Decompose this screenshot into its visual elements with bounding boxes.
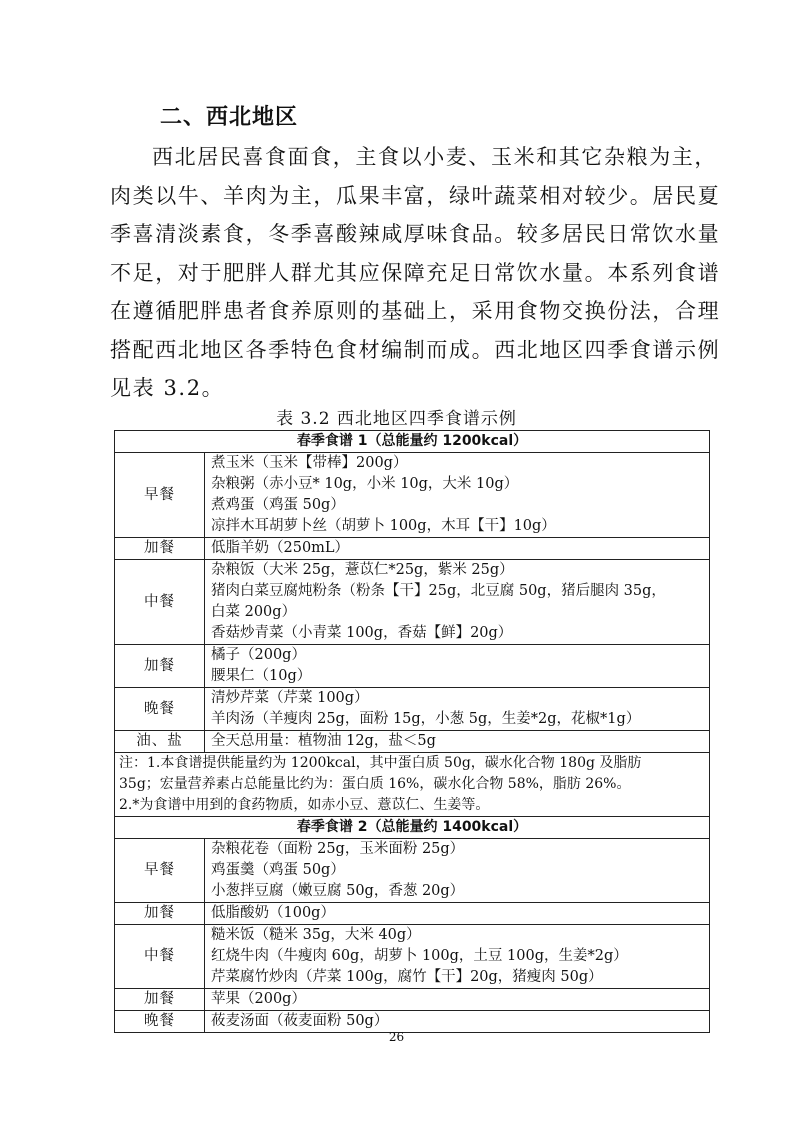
table-row bbox=[115, 817, 710, 839]
note-line: 35g；宏量营养素占总能量比约为：蛋白质 16%，碳水化合物 58%，脂肪 26%。 bbox=[119, 776, 631, 792]
food-item: 杂粮粥（赤小豆* 10g，小米 10g，大米 10g） bbox=[211, 476, 519, 492]
food-item: 苹果（200g） bbox=[211, 991, 306, 1007]
meal-label: 中餐 bbox=[115, 560, 205, 645]
meal-items bbox=[205, 839, 710, 903]
menu-title: 春季食谱 1（总能量约 1200kcal） bbox=[115, 431, 710, 453]
meal-label: 晚餐 bbox=[115, 1011, 205, 1033]
table-row bbox=[115, 453, 710, 538]
menu-notes bbox=[115, 753, 710, 817]
food-item: 糙米饭（糙米 35g，大米 40g） bbox=[211, 927, 421, 943]
meal-items bbox=[205, 560, 710, 645]
paragraph-line: 在遵循肥胖患者食养原则的基础上，采用食物交换份法，合理 bbox=[110, 299, 721, 323]
food-item: 鸡蛋羹（鸡蛋 50g） bbox=[211, 862, 345, 878]
table-row bbox=[115, 731, 710, 753]
food-item: 白菜 200g） bbox=[211, 604, 297, 620]
meal-items bbox=[205, 453, 710, 538]
table-row bbox=[115, 903, 710, 925]
table-row bbox=[115, 560, 710, 645]
food-item: 杂粮饭（大米 25g，薏苡仁*25g，紫米 25g） bbox=[211, 562, 514, 578]
food-item: 香菇炒青菜（小青菜 100g，香菇【鲜】20g） bbox=[211, 625, 513, 641]
page-number: 26 bbox=[388, 1030, 405, 1044]
food-item: 全天总用量：植物油 12g，盐＜5g bbox=[211, 733, 436, 749]
meal-label: 晚餐 bbox=[115, 688, 205, 731]
food-item: 杂粮花卷（面粉 25g，玉米面粉 25g） bbox=[211, 841, 465, 857]
food-item: 羊肉汤（羊瘦肉 25g，面粉 15g，小葱 5g，生姜*2g，花椒*1g） bbox=[211, 711, 641, 727]
food-item: 煮玉米（玉米【带棒】200g） bbox=[211, 455, 408, 471]
meal-label: 加餐 bbox=[115, 989, 205, 1011]
food-item: 莜麦汤面（莜麦面粉 50g） bbox=[211, 1013, 389, 1029]
food-item: 红烧牛肉（牛瘦肉 60g，胡萝卜 100g，土豆 100g，生姜*2g） bbox=[211, 948, 628, 964]
food-item: 低脂酸奶（100g） bbox=[211, 905, 335, 921]
paragraph-line: 不足，对于肥胖人群尤其应保障充足日常饮水量。本系列食谱 bbox=[110, 260, 721, 285]
paragraph-line: 肉类以牛、羊肉为主，瓜果丰富，绿叶蔬菜相对较少。居民夏 bbox=[110, 183, 721, 208]
note-line: 2.*为食谱中用到的食药物质，如赤小豆、薏苡仁、生姜等。 bbox=[119, 797, 490, 813]
meal-items bbox=[205, 989, 710, 1011]
meal-items bbox=[205, 645, 710, 688]
menu-title: 春季食谱 2（总能量约 1400kcal） bbox=[115, 817, 710, 839]
meal-items bbox=[205, 925, 710, 989]
meal-items bbox=[205, 538, 710, 560]
intro-paragraph bbox=[110, 138, 721, 408]
paragraph-line: 搭配西北地区各季特色食材编制而成。西北地区四季食谱示例 bbox=[110, 337, 721, 362]
meal-label: 早餐 bbox=[115, 839, 205, 903]
table-row bbox=[115, 839, 710, 903]
table-row bbox=[115, 645, 710, 688]
meal-items bbox=[205, 903, 710, 925]
food-item: 小葱拌豆腐（嫩豆腐 50g，香葱 20g） bbox=[211, 883, 465, 899]
food-item: 腰果仁（10g） bbox=[211, 668, 312, 684]
meal-items bbox=[205, 688, 710, 731]
meal-label: 油、盐 bbox=[115, 731, 205, 753]
table-row bbox=[115, 538, 710, 560]
food-item: 煮鸡蛋（鸡蛋 50g） bbox=[211, 497, 345, 513]
food-item: 凉拌木耳胡萝卜丝（胡萝卜 100g，木耳【干】10g） bbox=[211, 518, 556, 534]
note-line: 注：1.本食谱提供能量约为 1200kcal，其中蛋白质 50g，碳水化合物 180g 及脂肪 bbox=[119, 755, 642, 771]
table-row bbox=[115, 925, 710, 989]
table-row bbox=[115, 688, 710, 731]
table-caption: 表 3.2 西北地区四季食谱示例 bbox=[276, 409, 517, 429]
meal-label: 加餐 bbox=[115, 645, 205, 688]
meal-label: 加餐 bbox=[115, 903, 205, 925]
paragraph-line: 季喜清淡素食，冬季喜酸辣咸厚味食品。较多居民日常饮水量 bbox=[110, 222, 721, 246]
table-row bbox=[115, 989, 710, 1011]
meal-label: 早餐 bbox=[115, 453, 205, 538]
meal-items bbox=[205, 731, 710, 753]
paragraph-line: 西北居民喜食面食，主食以小麦、玉米和其它杂粮为主， bbox=[152, 145, 717, 169]
food-item: 橘子（200g） bbox=[211, 647, 306, 663]
paragraph-line: 见表 3.2。 bbox=[110, 376, 225, 400]
food-item: 芹菜腐竹炒肉（芹菜 100g，腐竹【干】20g，猪瘦肉 50g） bbox=[211, 969, 603, 985]
table-row bbox=[115, 431, 710, 453]
recipe-table bbox=[114, 430, 710, 1033]
meal-label: 加餐 bbox=[115, 538, 205, 560]
food-item: 清炒芹菜（芹菜 100g） bbox=[211, 690, 369, 706]
meal-label: 中餐 bbox=[115, 925, 205, 989]
food-item: 低脂羊奶（250mL） bbox=[211, 540, 350, 556]
section-heading: 二、西北地区 bbox=[160, 105, 299, 130]
food-item: 猪肉白菜豆腐炖粉条（粉条【干】25g，北豆腐 50g，猪后腿肉 35g， bbox=[211, 583, 666, 599]
table-row bbox=[115, 753, 710, 817]
